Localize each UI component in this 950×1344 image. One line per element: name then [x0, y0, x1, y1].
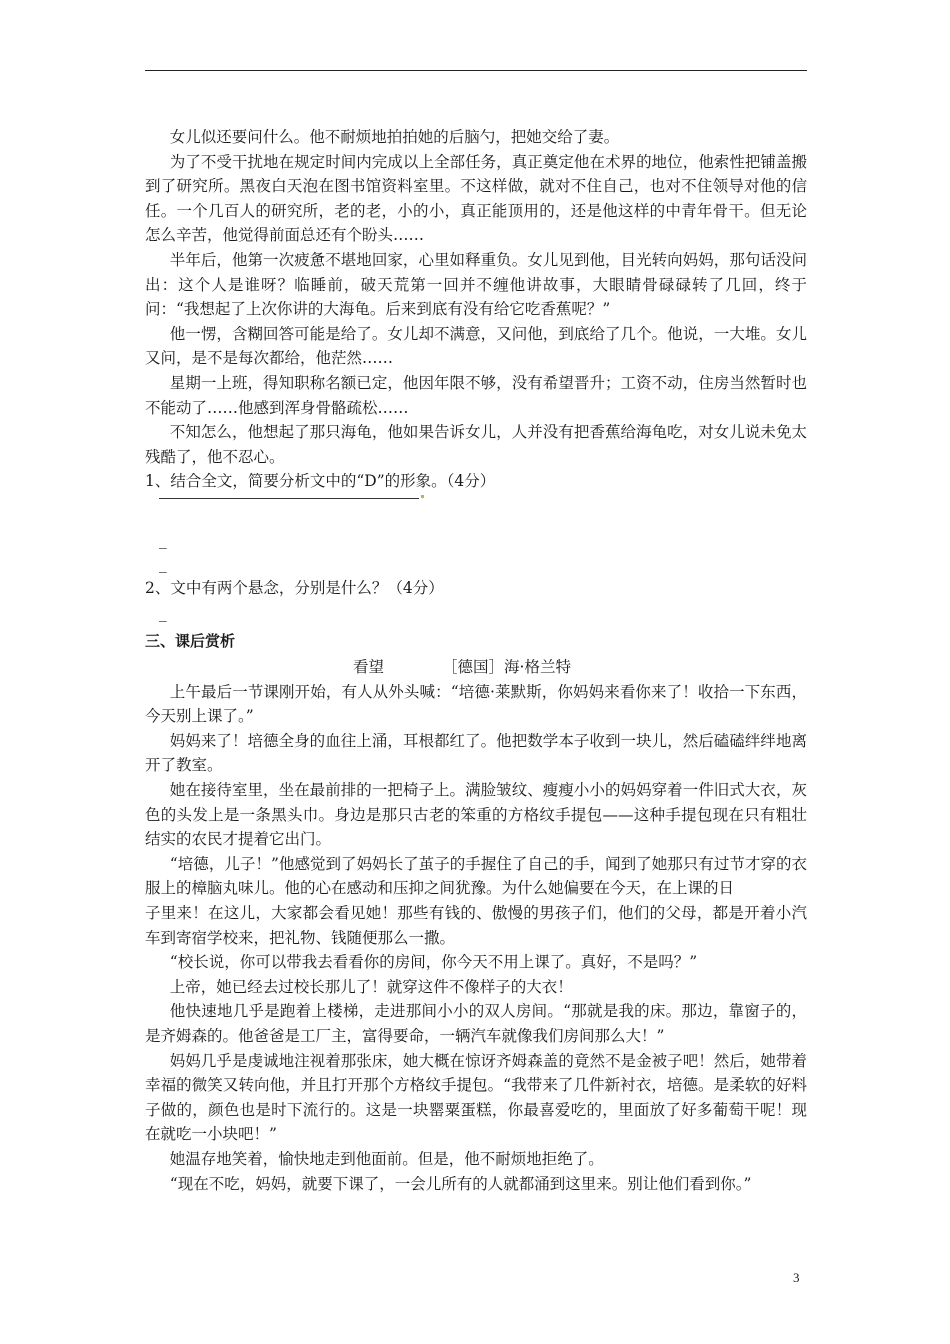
paragraph: 不知怎么，他想起了那只海龟，他如果告诉女儿，人并没有把香蕉给海龟吃，对女儿说未免太残酷了，他不忍心。 [145, 423, 807, 466]
paragraph-continued: 子里来！在这儿，大家都会看见她！那些有钱的、傲慢的男孩子们，他们的父母，都是开着小汽车到寄宿学校来，把礼物、钱随便那么一撒。 [145, 904, 807, 947]
paragraph: 他一愣，含糊回答可能是给了。女儿却不满意，又问他，到底给了几个。他说，一大堆。女儿又问，是不是每次都给，他茫然…… [145, 324, 807, 368]
paragraph: 她温存地笑着，愉快地走到他面前。但是，他不耐烦地拒绝了。 [169, 1149, 604, 1168]
story-author: ［德国］海·格兰特 [442, 658, 571, 677]
paragraph: “校长说，你可以带我去看看你的房间，你今天不用上课了。真好，不是吗？” [169, 953, 698, 972]
answer-underline [159, 498, 419, 499]
cursor-dot [421, 495, 424, 498]
paragraph: 上午最后一节课刚开始，有人从外头喊：“培德·莱默斯，你妈妈来看你来了！收拾一下东西，今天别上课了。” [145, 682, 807, 726]
story-title: 看望 [353, 658, 385, 677]
answer-dash: _ [159, 554, 167, 573]
header-rule [145, 70, 807, 71]
paragraph: 妈妈来了！培德全身的血往上涌，耳根都红了。他把数学本子收到一块儿，然后磕磕绊绊地离开了教室。 [145, 731, 807, 775]
story-title-line [145, 655, 807, 680]
page-content [145, 125, 807, 1196]
answer-dash: _ [159, 603, 167, 622]
paragraph: 半年后，他第一次疲惫不堪地回家，心里如释重负。女儿见到他，目光转向妈妈，那句话没问出：这个人是谁呀？临睡前，破天荒第一回并不缠他讲故事，大眼睛骨碌碌转了几回，终于问：“我想起了上次你讲的大海龟。后来到底有没有给它吃香蕉呢？” [145, 250, 807, 319]
question-1: 1、结合全文，简要分析文中的“D”的形象。（4分） [145, 472, 496, 491]
paragraph: 他快速地几乎是跑着上楼梯，走进那间小小的双人房间。“那就是我的床。那边，靠窗子的，是齐姆森的。他爸爸是工厂主，富得要命，一辆汽车就像我们房间那么大！” [145, 1002, 807, 1045]
section-heading: 三、课后赏析 [145, 631, 236, 650]
paragraph: 她在接待室里，坐在最前排的一把椅子上。满脸皱纹、瘦瘦小小的妈妈穿着一件旧式大衣，灰色的头发上是一条黑头巾。身边是那只古老的笨重的方格纹手提包——这种手提包现在只有粗壮结实的农民才提着它出门。 [145, 781, 807, 849]
question-2: 2、文中有两个悬念，分别是什么？（4分） [145, 578, 444, 597]
answer-dash: _ [159, 530, 167, 549]
answer-line [145, 494, 807, 508]
page-number: 3 [793, 1270, 800, 1285]
paragraph: 星期一上班，得知职称名额已定，他因年限不够，没有希望晋升；工资不动，住房当然暂时也不能动了……他感到浑身骨骼疏松…… [145, 373, 807, 417]
paragraph: 妈妈几乎是虔诚地注视着那张床，她大概在惊讶齐姆森盖的竟然不是金被子吧！然后，她带着幸福的微笑又转向他，并且打开那个方格纹手提包。“我带来了几件新衬衣，培德。是柔软的好料子做的，颜色也是时下流行的。这是一块罂粟蛋糕，你最喜爱吃的，里面放了好多葡萄干呢！现在就吃一小块吧！” [145, 1051, 807, 1144]
paragraph: “现在不吃，妈妈，就要下课了，一会儿所有的人就都涌到这里来。别让他们看到你。” [169, 1174, 752, 1193]
paragraph: 为了不受干扰地在规定时间内完成以上全部任务，真正奠定他在术界的地位，他索性把铺盖搬到了研究所。黑夜白天泡在图书馆资料室里。不这样做，就对不住自己，也对不住领导对他的信任。一个几百人的研究所，老的老，小的小，真正能顶用的，还是他这样的中青年骨干。但无论怎么辛苦，他觉得前面总还有个盼头…… [145, 152, 807, 245]
paragraph: 女儿似还要问什么。他不耐烦地拍拍她的后脑勺，把她交给了妻。 [169, 128, 620, 146]
paragraph: 上帝，她已经去过校长那儿了！就穿这件不像样子的大衣！ [169, 977, 573, 996]
paragraph: “培德，儿子！”他感觉到了妈妈长了茧子的手握住了自己的手，闻到了她那只有过节才穿的衣服上的樟脑丸味儿。他的心在感动和压抑之间犹豫。为什么她偏要在今天，在上课的日 [145, 854, 807, 898]
